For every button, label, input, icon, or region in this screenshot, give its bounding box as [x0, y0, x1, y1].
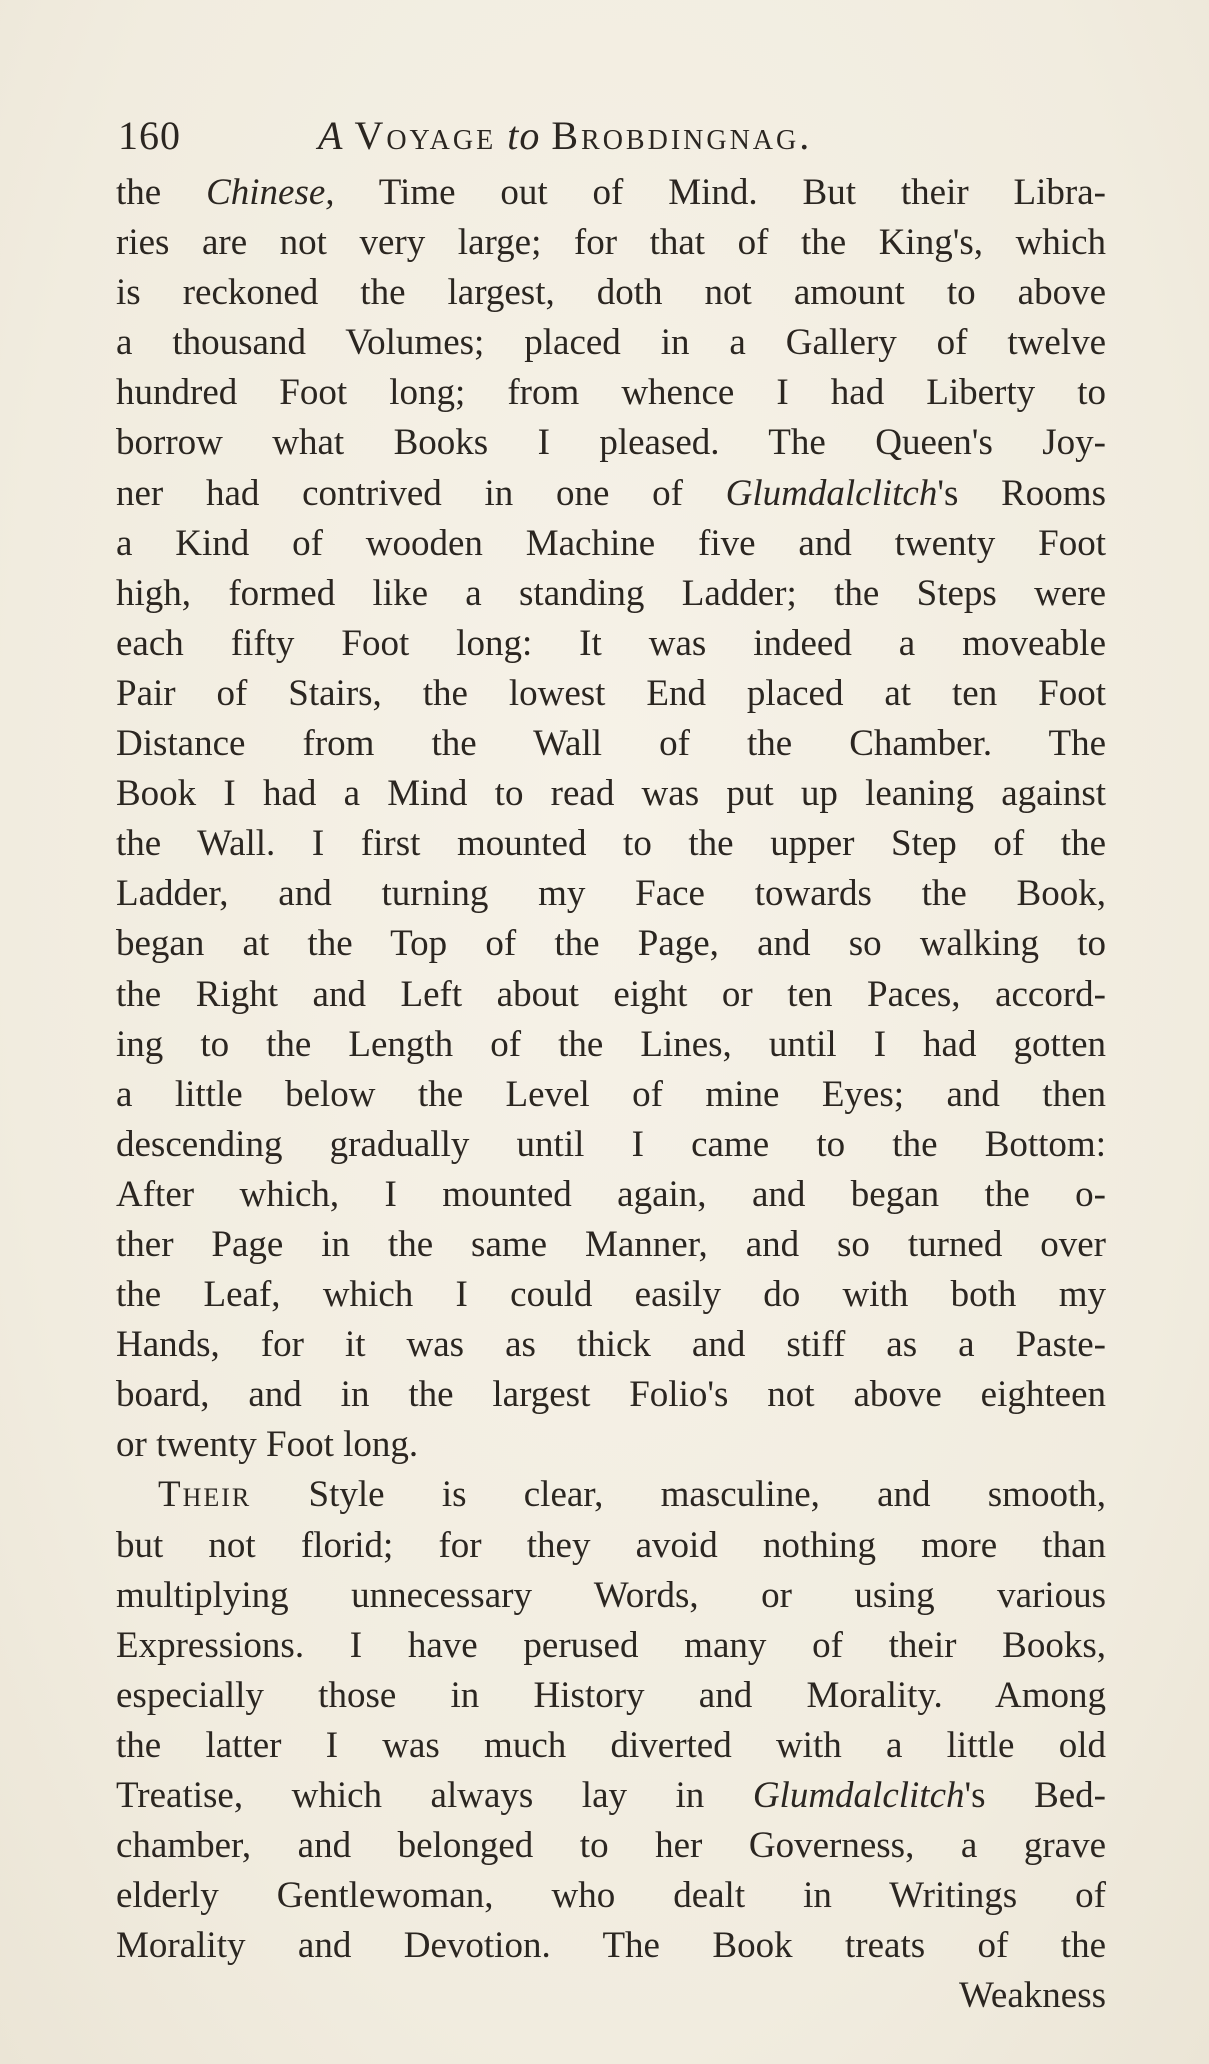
text-line: hundred Foot long; from whence I had Liberty to — [116, 372, 1106, 414]
running-title-article: A — [318, 113, 344, 158]
line-segment-italic: Glumdalclitch — [752, 1775, 965, 1816]
text-line: multiplying unnecessary Words, or using various — [116, 1574, 1106, 1616]
paragraph-2 — [116, 1470, 1106, 1971]
text-line: Pair of Stairs, the lowest End placed at ten Foot — [116, 672, 1106, 714]
text-line: ries are not very large; for that of the King's, which — [116, 222, 1106, 264]
line-segment-small-caps: Their — [158, 1474, 252, 1516]
text-line: is reckoned the largest, doth not amount to above — [116, 272, 1106, 314]
line-segment: Style is clear, masculine, and smooth, — [251, 1474, 1106, 1516]
body-text — [116, 168, 1106, 2021]
text-line: After which, I mounted again, and began the o- — [116, 1173, 1106, 1215]
line-segment: ner had contrived in one of — [116, 472, 726, 514]
text-line: ing to the Length of the Lines, until I had gotten — [116, 1023, 1106, 1065]
line-segment: 's Rooms — [937, 472, 1106, 514]
page-number: 160 — [118, 113, 181, 158]
text-line: the Wall. I first mounted to the upper Step of the — [116, 823, 1106, 865]
text-line: borrow what Books I pleased. The Queen's Joy- — [116, 422, 1106, 464]
text-line: the Leaf, which I could easily do with both my — [116, 1274, 1106, 1316]
running-title-place: Brobdingnag. — [551, 113, 813, 158]
text-line: chamber, and belonged to her Governess, a grave — [116, 1825, 1106, 1867]
running-title-voyage: Voyage — [354, 113, 497, 158]
text-line — [116, 168, 1106, 218]
running-title-to: to — [507, 113, 541, 158]
text-line: a thousand Volumes; placed in a Gallery of twelve — [116, 322, 1106, 364]
text-line: the Right and Left about eight or ten Paces, accord- — [116, 973, 1106, 1015]
catchword: Weakness — [958, 1975, 1106, 2017]
text-line: ther Page in the same Manner, and so turned over — [116, 1223, 1106, 1265]
text-line: Morality and Devotion. The Book treats of the — [116, 1925, 1106, 1967]
text-line: the latter I was much diverted with a little old — [116, 1724, 1106, 1766]
text-line: descending gradually until I came to the Bottom: — [116, 1123, 1106, 1165]
text-line: Hands, for it was as thick and stiff as a Paste- — [116, 1324, 1106, 1366]
text-line: or twenty Foot long. — [116, 1424, 419, 1466]
text-line: high, formed like a standing Ladder; the Steps were — [116, 572, 1106, 614]
text-line: began at the Top of the Page, and so walking to — [116, 923, 1106, 965]
line-segment-italic: Chinese, — [206, 172, 335, 213]
text-line: Expressions. I have perused many of their Books, — [116, 1624, 1106, 1666]
line-segment: 's Bed- — [964, 1775, 1106, 1816]
page-header — [118, 108, 1108, 164]
text-line — [116, 1771, 1106, 1821]
line-segment: Treatise, which always lay in — [116, 1775, 753, 1816]
paragraph-1 — [116, 168, 1106, 1470]
text-line — [116, 1470, 1106, 1520]
text-line: Distance from the Wall of the Chamber. The — [116, 723, 1106, 765]
text-line: a Kind of wooden Machine five and twenty Foot — [116, 522, 1106, 564]
line-segment: Time out of Mind. But their Libra- — [334, 172, 1106, 213]
running-title — [318, 112, 812, 159]
text-line: a little below the Level of mine Eyes; and then — [116, 1073, 1106, 1115]
text-line: Ladder, and turning my Face towards the Book, — [116, 873, 1106, 915]
text-line: elderly Gentlewoman, who dealt in Writings of — [116, 1875, 1106, 1917]
text-line — [116, 469, 1106, 519]
line-segment: the — [116, 172, 207, 213]
text-line: each fifty Foot long: It was indeed a moveable — [116, 622, 1106, 664]
text-line: Book I had a Mind to read was put up leaning against — [116, 773, 1106, 815]
text-line: but not florid; for they avoid nothing more than — [116, 1524, 1106, 1566]
text-line: board, and in the largest Folio's not above eighteen — [116, 1374, 1106, 1416]
text-line: especially those in History and Morality. Among — [116, 1674, 1106, 1716]
line-segment-italic: Glumdalclitch — [725, 472, 938, 514]
